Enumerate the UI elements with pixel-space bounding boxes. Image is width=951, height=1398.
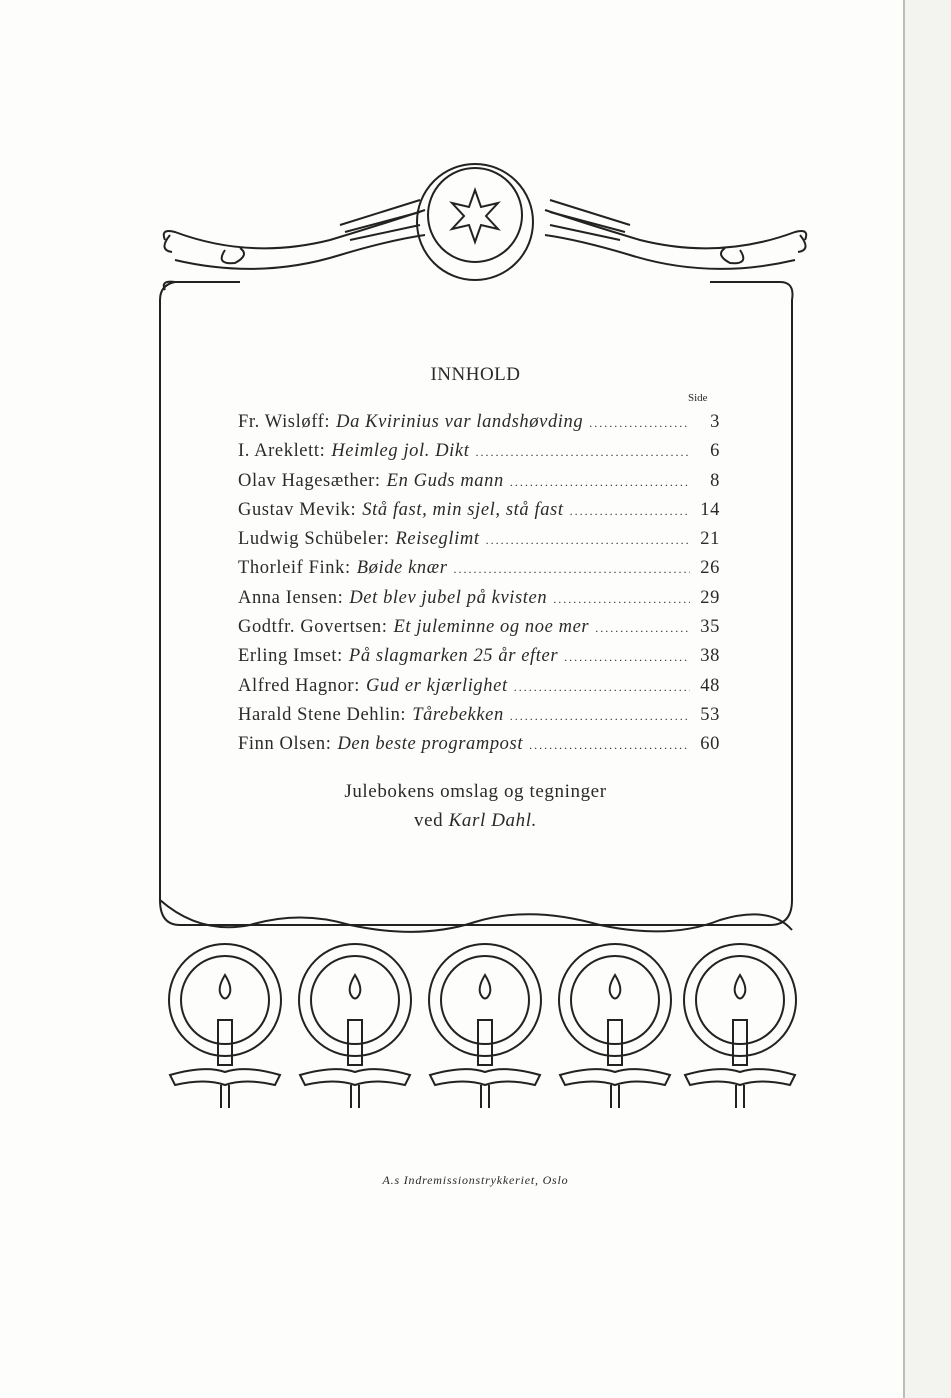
dot-leader	[589, 416, 690, 431]
dot-leader	[510, 475, 690, 490]
entry-title: Tårebekken	[412, 704, 504, 725]
dot-leader	[553, 592, 690, 607]
dot-leader	[486, 533, 690, 548]
entry-title: Heimleg jol. Dikt	[331, 441, 470, 462]
entry-author: Olav Hagesæther:	[238, 470, 381, 491]
candle	[299, 944, 411, 1108]
dot-leader	[475, 445, 690, 460]
entry-author: Thorleif Fink:	[238, 558, 351, 579]
entry-title: Et juleminne og noe mer	[393, 617, 590, 638]
entry-title: På slagmarken 25 år efter	[348, 646, 559, 667]
toc-entry	[238, 646, 720, 675]
entry-title: Da Kvirinius var landshøvding	[336, 412, 584, 432]
entry-title: En Guds mann	[386, 470, 504, 491]
entry-page: 21	[700, 529, 720, 550]
entry-page: 60	[700, 734, 720, 755]
entry-author: Erling Imset:	[238, 646, 343, 667]
candles	[169, 944, 796, 1108]
credit-line-1: Julebokens omslag og tegninger	[344, 781, 607, 802]
entry-page: 3	[710, 412, 720, 432]
toc-entry	[238, 558, 720, 587]
entry-page: 6	[710, 441, 720, 462]
entry-author: Harald Stene Dehlin:	[238, 704, 407, 725]
toc-entry	[238, 588, 720, 617]
entry-page: 48	[700, 675, 720, 696]
toc-entry	[238, 705, 720, 734]
illustrator-name: Karl Dahl.	[448, 810, 537, 831]
toc-entry	[238, 441, 720, 470]
entry-title: Reiseglimt	[395, 529, 480, 550]
star-medallion-inner	[428, 168, 522, 262]
toc-entry	[238, 734, 720, 763]
right-scroll	[545, 210, 806, 269]
entry-title: Stå fast, min sjel, stå fast	[362, 499, 564, 520]
credit	[0, 777, 951, 835]
entry-author: Gustav Mevik:	[238, 499, 357, 520]
left-scroll	[164, 210, 425, 269]
toc-entry	[238, 676, 720, 705]
printer-imprint: A.s Indremissionstrykkeriet, Oslo	[382, 1173, 569, 1187]
dot-leader	[529, 738, 690, 753]
candle	[684, 944, 796, 1108]
frame-wave	[160, 900, 792, 932]
entry-author: Fr. Wisløff:	[238, 412, 331, 432]
candle	[429, 944, 541, 1108]
entry-page: 35	[700, 617, 720, 638]
dot-leader	[595, 621, 690, 636]
page-column-label: Side	[688, 392, 708, 404]
credit-line-2	[0, 806, 951, 835]
entry-author: Anna Iensen:	[238, 587, 344, 608]
toc-entry	[238, 529, 720, 558]
entry-page: 38	[700, 646, 720, 667]
dot-leader	[510, 709, 690, 724]
dot-leader	[514, 680, 690, 695]
dot-leader	[454, 562, 691, 577]
page-title: INNHOLD	[430, 364, 521, 385]
entry-author: Finn Olsen:	[238, 734, 332, 755]
entry-page: 8	[710, 470, 720, 491]
star-icon	[452, 190, 498, 242]
entry-page: 29	[700, 587, 720, 608]
entry-page: 53	[700, 704, 720, 725]
entry-author: I. Areklett:	[238, 441, 326, 462]
candle	[559, 944, 671, 1108]
credit-prefix: ved	[414, 810, 444, 831]
toc-entry	[238, 617, 720, 646]
dot-leader	[570, 504, 690, 519]
toc-entry	[238, 500, 720, 529]
dot-leader	[564, 650, 690, 665]
entry-author: Ludwig Schübeler:	[238, 529, 390, 550]
entry-author: Alfred Hagnor:	[238, 675, 360, 696]
entry-title: Bøide knær	[356, 558, 448, 579]
entry-author: Godtfr. Govertsen:	[238, 617, 388, 638]
entry-title: Gud er kjærlighet	[365, 675, 508, 696]
entry-title: Den beste programpost	[337, 734, 524, 755]
entry-title: Det blev jubel på kvisten	[349, 587, 548, 608]
table-of-contents	[238, 412, 720, 764]
entry-page: 14	[700, 499, 720, 520]
candle	[169, 944, 281, 1108]
toc-entry	[238, 471, 720, 500]
toc-entry	[238, 412, 720, 441]
entry-page: 26	[700, 558, 720, 579]
